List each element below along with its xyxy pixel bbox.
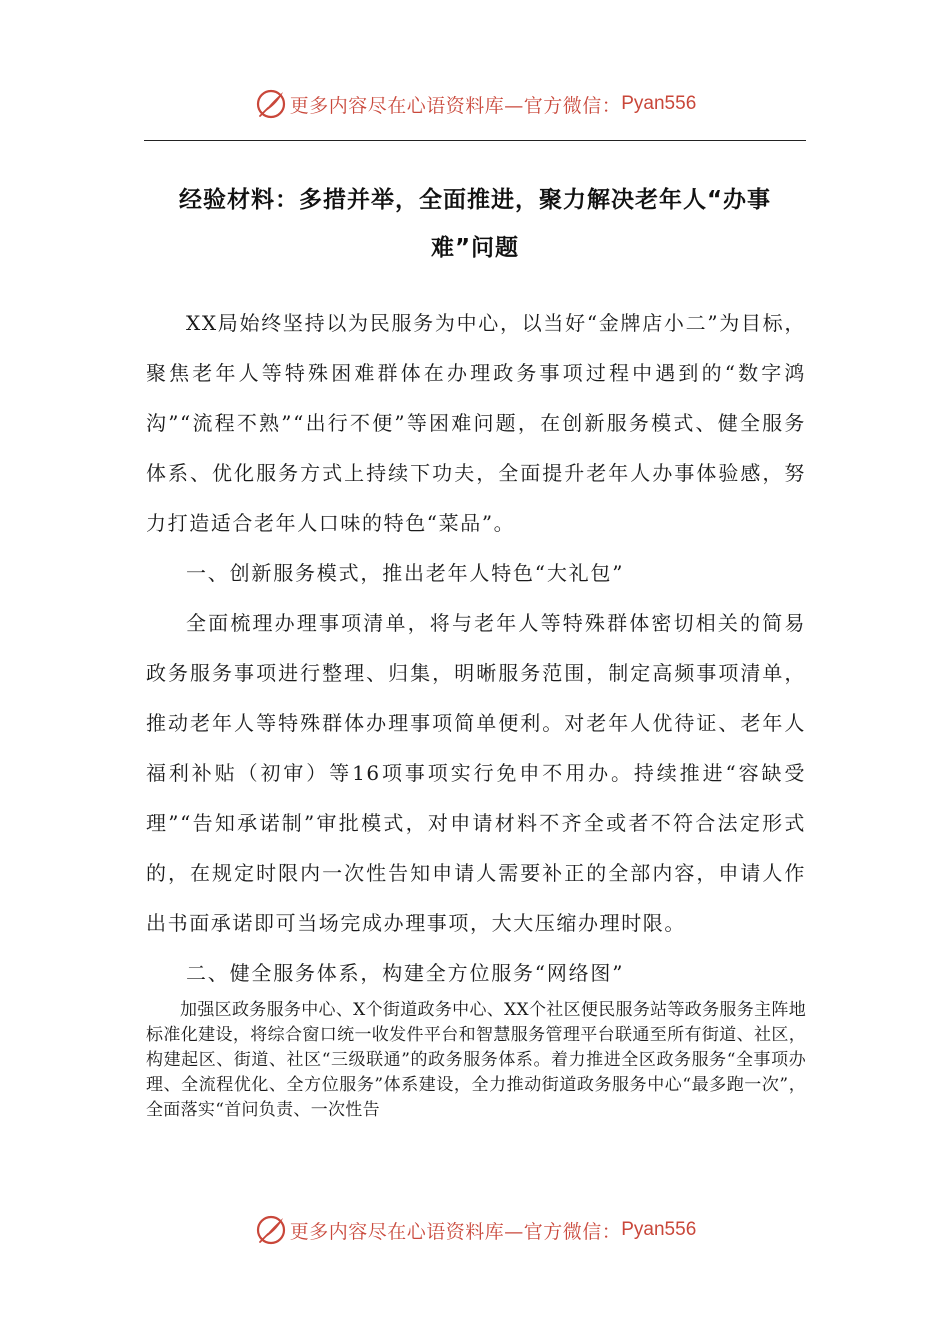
header-banner [0, 84, 950, 124]
section-heading-1: 一、创新服务模式，推出老年人特色“大礼包” [186, 561, 625, 585]
section-heading-2: 二、健全服务体系，构建全方位服务“网络图” [186, 961, 625, 985]
intro-paragraph: XX局始终坚持以为民服务为中心，以当好“金牌店小二”为目标，聚焦老年人等特殊困难群体在办理政务事项过程中遇到的“数字鸿沟”“流程不熟”“出行不便”等困难问题，在创新服务模式、健全服务体系、优化服务方式上持续下功夫，全面提升老年人办事体验感，努力打造适合老年人口味的特色“菜品”。 [146, 311, 806, 535]
banner-slogan: 更多内容尽在心语资料库—官方微信： [289, 94, 622, 117]
banner-wechat-id: Pyan556 [621, 93, 697, 114]
section-paragraph-2: 加强区政务服务中心、X个街道政务中心、XX个社区便民服务站等政务服务主阵地标准化建设，将综合窗口统一收发件平台和智慧服务管理平台联通至所有街道、社区，构建起区、街道、社区“三级联通”的政务服务体系。着力推进全区政务服务“全事项办理、全流程优化、全方位服务”体系建设，全力推动街道政务服务中心“最多跑一次”，全面落实“首问负责、一次性告 [146, 1000, 806, 1120]
banner-wechat-id: Pyan556 [621, 1219, 697, 1240]
document-body [146, 298, 806, 1123]
footer-banner [0, 1210, 950, 1250]
section-paragraph-1: 全面梳理办理事项清单，将与老年人等特殊群体密切相关的简易政务服务事项进行整理、归集，明晰服务范围，制定高频事项清单，推动老年人等特殊群体办理事项简单便利。对老年人优待证、老年人福利补贴（初审）等16项事项实行免申不用办。持续推进“容缺受理”“告知承诺制”审批模式，对申请材料不齐全或者不符合法定形式的，在规定时限内一次性告知申请人需要补正的全部内容，申请人作出书面承诺即可当场完成办理事项，大大压缩办理时限。 [146, 611, 806, 935]
banner-slogan: 更多内容尽在心语资料库—官方微信： [289, 1220, 622, 1243]
feather-pen-logo-icon [254, 1213, 288, 1247]
feather-pen-logo-icon [254, 87, 288, 121]
header-divider [144, 140, 806, 141]
document-title: 经验材料：多措并举，全面推进，聚力解决老年人“办事难”问题 [178, 187, 772, 261]
